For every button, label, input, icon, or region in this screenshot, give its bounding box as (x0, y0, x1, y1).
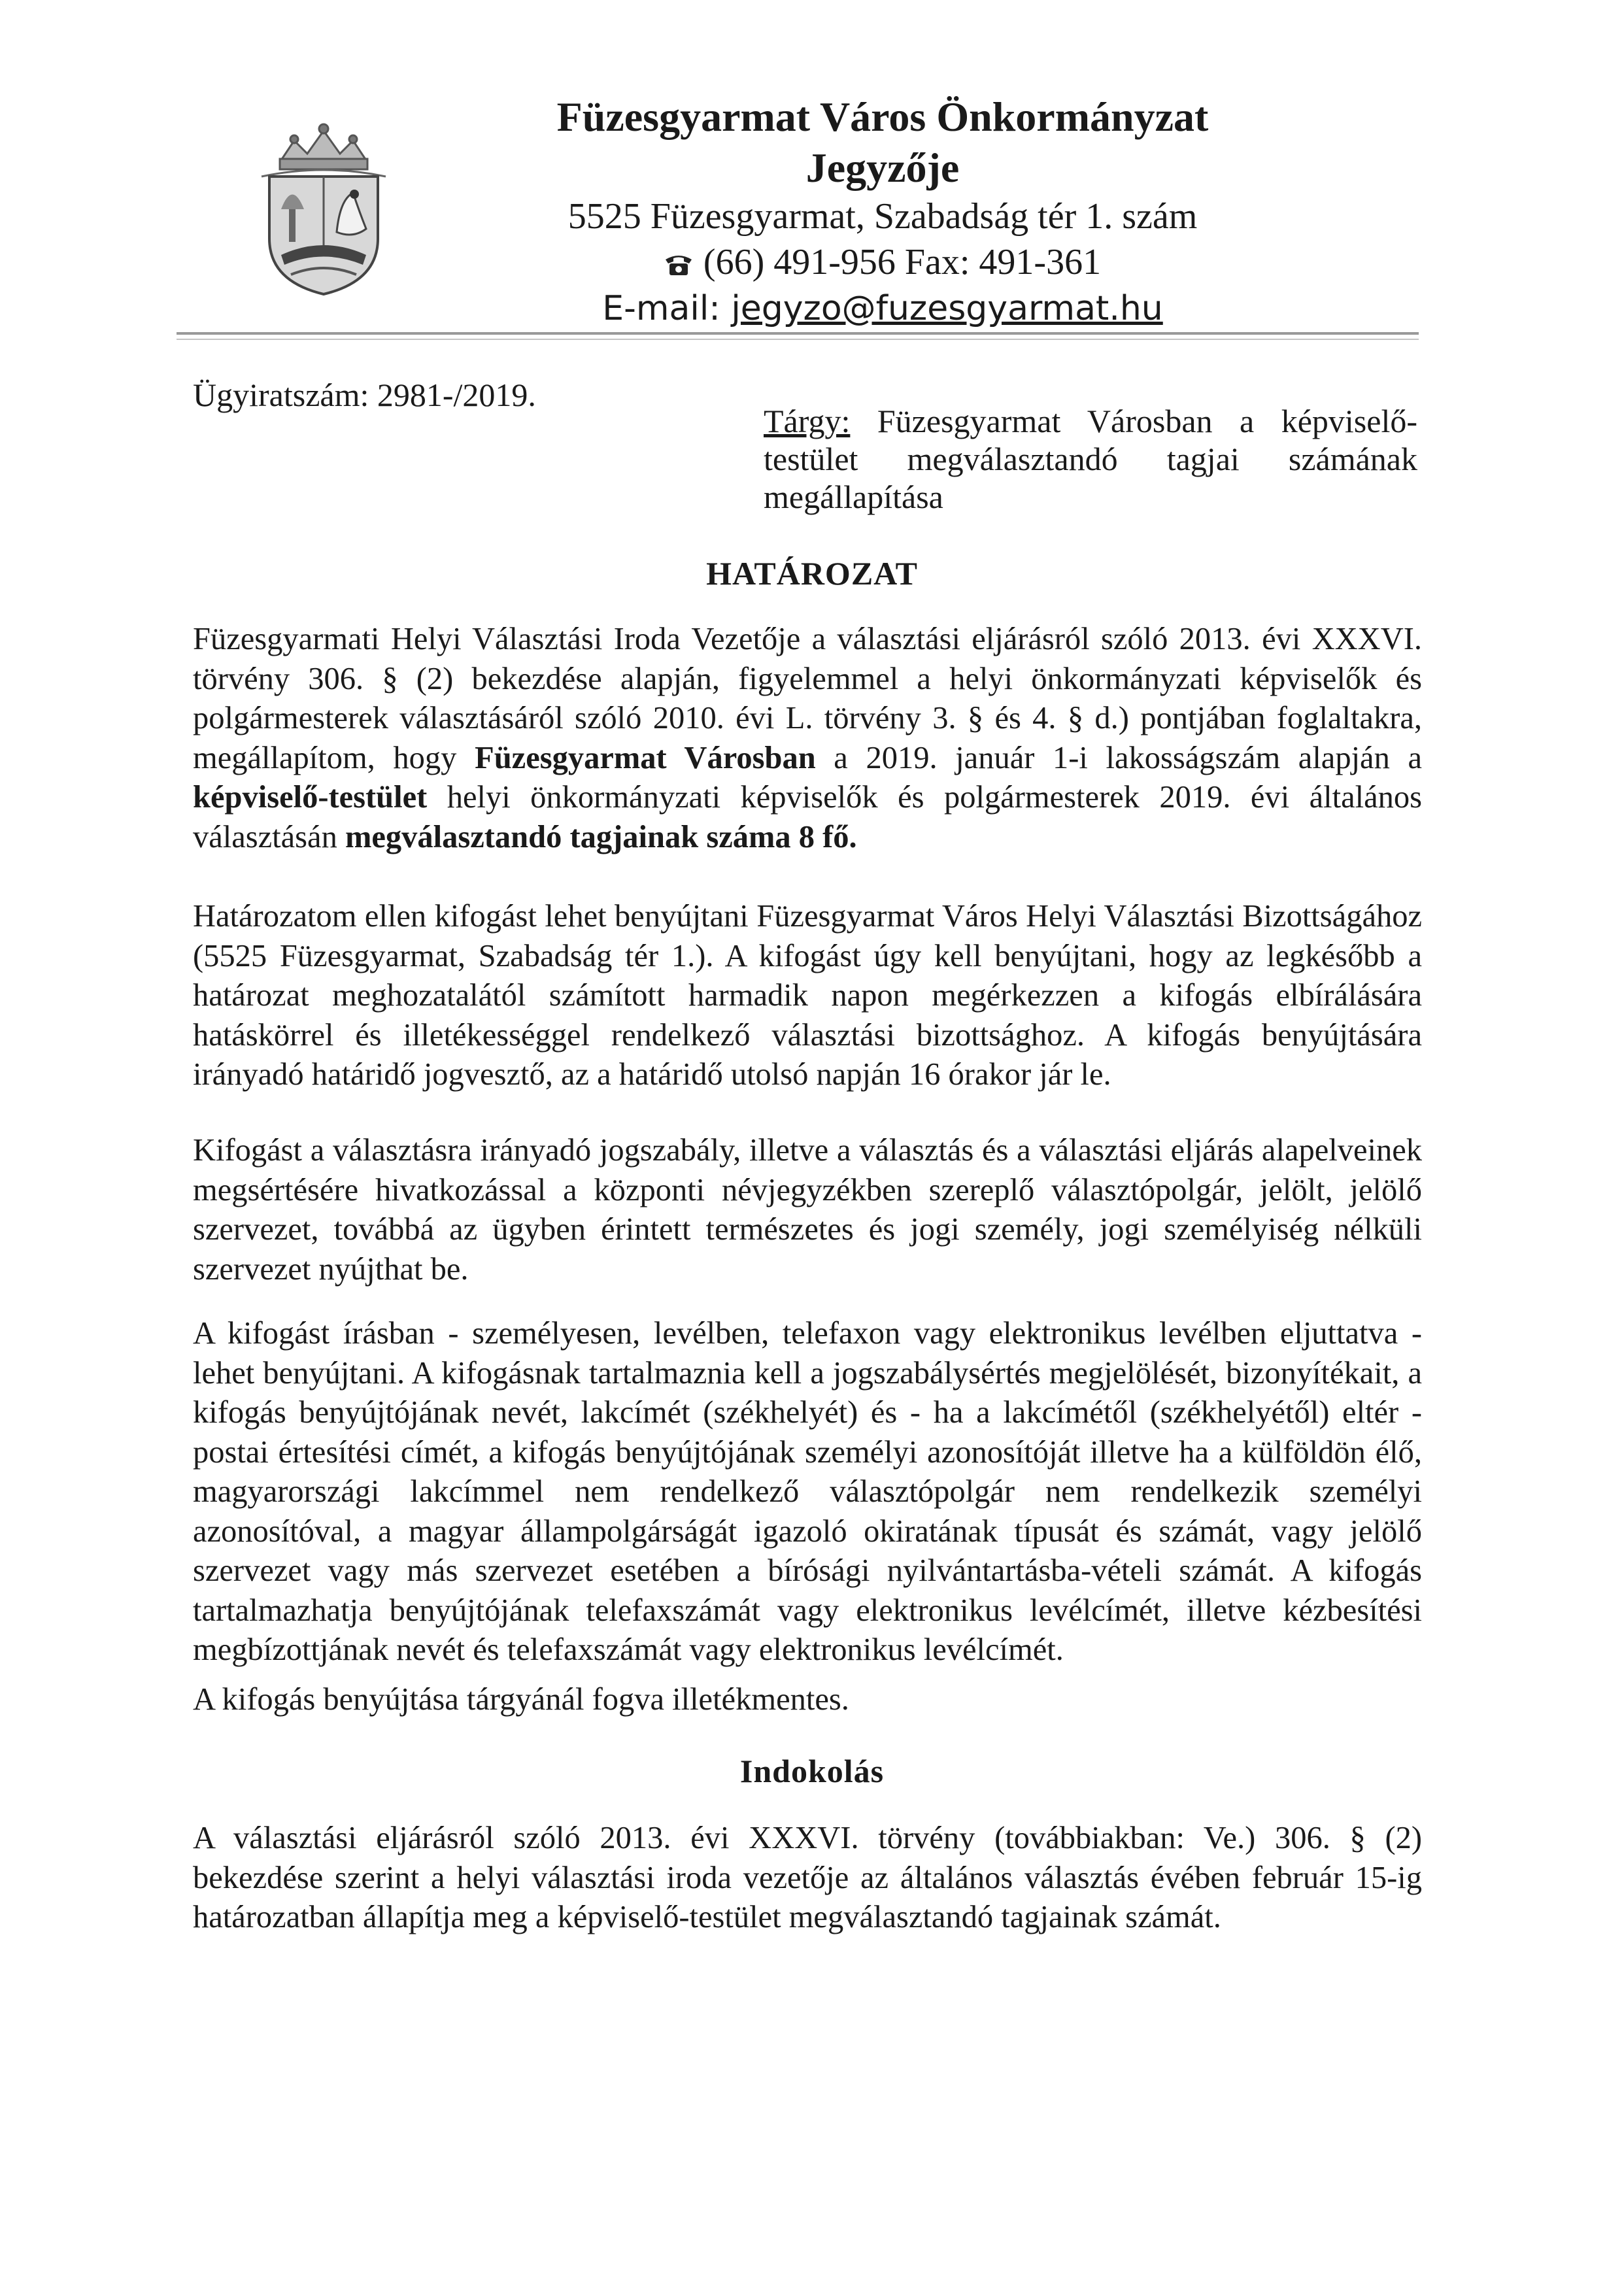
decision-paragraph-2: Határozatom ellen kifogást lehet benyújtani Füzesgyarmat Város Helyi Választási Bizottságához (5525 Füzesgyarmat, Szabadság tér 1.). A kifogást úgy kell benyújtani, hogy az legkésőbb a határozat meghozatalától számított harmadik napon megérkezzen a kifogás elbírálására hatáskörrel és illetékességgel rendelkező választási bizottsághoz. A kifogás benyújtására irányadó határidő jogvesztő, az a határidő utolsó napján 16 órakor jár le. (193, 899, 1422, 1092)
org-email-line (458, 285, 1308, 332)
decision-text-a: Füzesgyarmati Helyi Választási Iroda Vezetője a választási eljárásról szóló 2013. évi XXXVI. törvény 306. § (2) bekezdése alapján, figyelemmel a helyi önkormányzati képviselők és polgármesterek választásáról szóló 2010. évi L. törvény 3. § és 4. § d.) pontjában foglaltakra, megállapítom, hogy (193, 622, 1422, 775)
decision-paragraph-4: A kifogást írásban - személyesen, levélben, telefaxon vagy elektronikus levélben eljuttatva - lehet benyújtani. A kifogásnak tartalmaznia kell a jogszabálysértés megjelölését, bizonyítékait, a kifogás benyújtójának nevét, lakcímét (székhelyét) és - ha a lakcímétől (székhelyétől) eltér - postai értesítési címét, a kifogás benyújtójának személyi azonosítóját illetve ha a külföldön élő, magyarországi lakcímmel nem rendelkező választópolgár nem rendelkezik személyi azonosítóval, a magyar állampolgárságát igazoló okiratának típusát és számát, vagy jelölő szervezet vagy más szervezet esetében a bírósági nyilvántartásba-vételi számát. A kifogás tartalmazhatja benyújtójának telefaxszámát vagy elektronikus levélcímét, illetve kézbesítési megbízottjának nevét és telefaxszámát vagy elektronikus levélcímét. (193, 1316, 1422, 1667)
case-number: Ügyiratszám: 2981-/2019. (193, 377, 536, 413)
decision-paragraph-5: A kifogás benyújtása tárgyánál fogva illetékmentes. (193, 1682, 849, 1717)
subject-label: Tárgy: (764, 403, 851, 439)
decision-bold-body: képviselő-testület (193, 780, 428, 815)
justification-title: Indokolás (739, 1753, 885, 1789)
decision-title: HATÁROZAT (706, 555, 918, 592)
email-label: E-mail: (602, 289, 732, 328)
org-name: Füzesgyarmat Város Önkormányzat (556, 93, 1209, 140)
header-divider (177, 332, 1419, 335)
justification-paragraph-1: A választási eljárásról szóló 2013. évi XXXVI. törvény (továbbiakban: Ve.) 306. § (2) bekezdése szerint a helyi választási iroda vezetője az általános választás évében február 15-ig határozatban állapítja meg a képviselő-testület megválasztandó tagjainak számát. (193, 1821, 1422, 1934)
email-link[interactable]: jegyzo@fuzesgyarmat.hu (731, 289, 1163, 328)
header-divider-thin (177, 339, 1419, 340)
telephone-icon (664, 252, 693, 277)
decision-text-e: helyi önkormányzati képviselők és polgármesterek 2019. évi általános választásán (193, 780, 1422, 854)
org-title: Jegyzője (805, 144, 960, 191)
coat-of-arms-icon (255, 114, 392, 297)
decision-paragraph-1 (193, 620, 1422, 857)
subject-text: Füzesgyarmat Városban a képviselő-testület megválasztandó tagjai számának megállapítása (764, 403, 1417, 515)
decision-paragraph-3: Kifogást a választásra irányadó jogszabály, illetve a választás és a választási eljárás alapelveinek megsértésére hivatkozással a központi névjegyzékben szereplő választópolgár, jelölt, jelölő szervezet, továbbá az ügyben érintett természetes és jogi személy, jogi személyiség nélküli szervezet nyújthat be. (193, 1133, 1422, 1287)
org-phone-fax (458, 239, 1308, 285)
subject-block (764, 402, 1417, 516)
decision-text-c: a 2019. január 1-i lakosságszám alapján a (815, 740, 1422, 775)
decision-bold-count: megválasztandó tagjainak száma 8 fő. (345, 819, 857, 854)
org-address: 5525 Füzesgyarmat, Szabadság tér 1. szám (567, 196, 1198, 237)
decision-bold-city: Füzesgyarmat Városban (475, 740, 816, 775)
phone-fax-text: (66) 491-956 Fax: 491-361 (703, 242, 1102, 282)
letterhead (458, 92, 1308, 332)
